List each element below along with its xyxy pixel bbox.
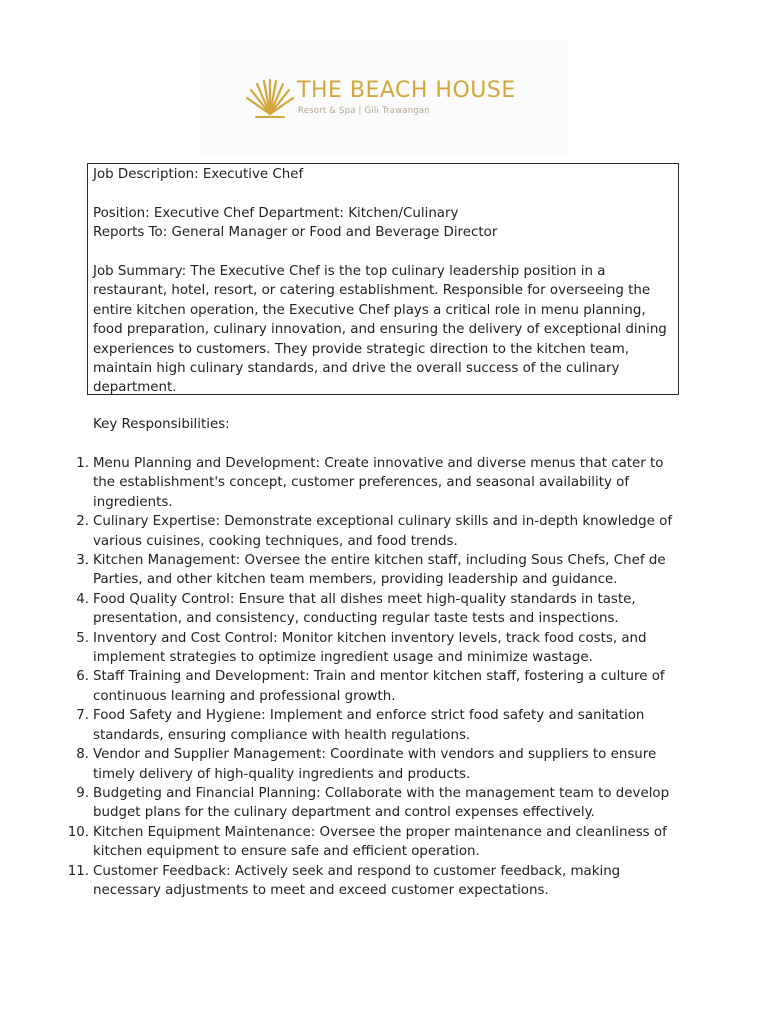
list-item xyxy=(67,823,679,862)
list-item-text: Culinary Expertise: Demonstrate exceptional culinary skills and in-depth knowledge of various cuisines, cooking techniques, and food trends. xyxy=(93,514,673,549)
list-item-number: 1. xyxy=(76,456,89,471)
sunburst-logo-icon xyxy=(244,78,296,120)
list-item xyxy=(76,706,679,745)
list-item xyxy=(76,454,679,512)
list-item-text: Customer Feedback: Actively seek and respond to customer feedback, making necessary adjustments to meet and exceed customer expectations. xyxy=(93,863,621,898)
logo-banner xyxy=(200,40,568,156)
list-item-text: Inventory and Cost Control: Monitor kitchen inventory levels, track food costs, and implement strategies to optimize ingredient usage and minimize wastage. xyxy=(93,630,647,666)
list-item-text: Menu Planning and Development: Create innovative and diverse menus that cater to the establishment's concept, customer preferences, and seasonal availability of ingredients. xyxy=(93,456,664,510)
logo-wordmark: THE BEACH HOUSE xyxy=(297,78,516,103)
list-item-number: 9. xyxy=(76,785,89,801)
logo-subtitle: Resort & Spa | Gili Trawangan xyxy=(298,106,430,116)
list-item-number: 10. xyxy=(67,824,89,840)
job-title-line: Job Description: Executive Chef xyxy=(93,167,304,182)
key-responsibilities-heading: Key Responsibilities: xyxy=(93,417,230,432)
list-item xyxy=(76,784,679,823)
list-item-text: Food Quality Control: Ensure that all dishes meet high-quality standards in taste, presentation, and consistency, conducting regular taste tests and inspections. xyxy=(93,591,636,627)
list-item-number: 5. xyxy=(76,630,89,646)
responsibilities-list xyxy=(67,454,679,900)
job-summary-paragraph: Job Summary: The Executive Chef is the top culinary leadership position in a restaurant, hotel, resort, or catering establishment. Responsible for overseeing the entire kitchen operation, the Executive Chef plays a critical role in menu planning, food preparation, culinary innovation, and ensuring the delivery of exceptional dining experiences to customers. They provide strategic direction to the kitchen team, maintain high culinary standards, and drive the overall success of the culinary department. xyxy=(93,264,667,396)
list-item-number: 11. xyxy=(67,863,89,879)
list-item xyxy=(67,862,679,901)
list-item xyxy=(76,667,679,706)
position-line: Position: Executive Chef Department: Kitchen/Culinary xyxy=(93,205,459,221)
reports-to-line: Reports To: General Manager or Food and Beverage Director xyxy=(93,225,498,241)
list-item-text: Food Safety and Hygiene: Implement and enforce strict food safety and sanitation standards, ensuring compliance with health regulations. xyxy=(93,708,645,743)
list-item xyxy=(76,745,679,784)
list-item xyxy=(76,590,679,629)
list-item xyxy=(76,551,679,590)
list-item xyxy=(76,629,679,668)
job-summary-text xyxy=(93,165,679,398)
list-item-number: 3. xyxy=(76,553,89,569)
list-item-text: Kitchen Equipment Maintenance: Oversee the proper maintenance and cleanliness of kitchen equipment to ensure safe and efficient operation. xyxy=(93,824,667,860)
list-item-number: 8. xyxy=(76,747,89,763)
list-item-text: Budgeting and Financial Planning: Collaborate with the management team to develop budget plans for the culinary department and control expenses effectively. xyxy=(93,785,670,821)
list-item-number: 6. xyxy=(76,669,89,685)
list-item-text: Staff Training and Development: Train and mentor kitchen staff, fostering a culture of continuous learning and professional growth. xyxy=(93,669,665,704)
list-item xyxy=(76,512,679,551)
list-item-number: 4. xyxy=(76,591,89,607)
list-item-text: Kitchen Management: Oversee the entire kitchen staff, including Sous Chefs, Chef de Parties, and other kitchen team members, providing leadership and guidance. xyxy=(93,553,666,588)
list-item-number: 7. xyxy=(76,708,89,724)
list-item-number: 2. xyxy=(76,514,89,530)
list-item-text: Vendor and Supplier Management: Coordinate with vendors and suppliers to ensure timely delivery of high-quality ingredients and products. xyxy=(93,747,657,782)
